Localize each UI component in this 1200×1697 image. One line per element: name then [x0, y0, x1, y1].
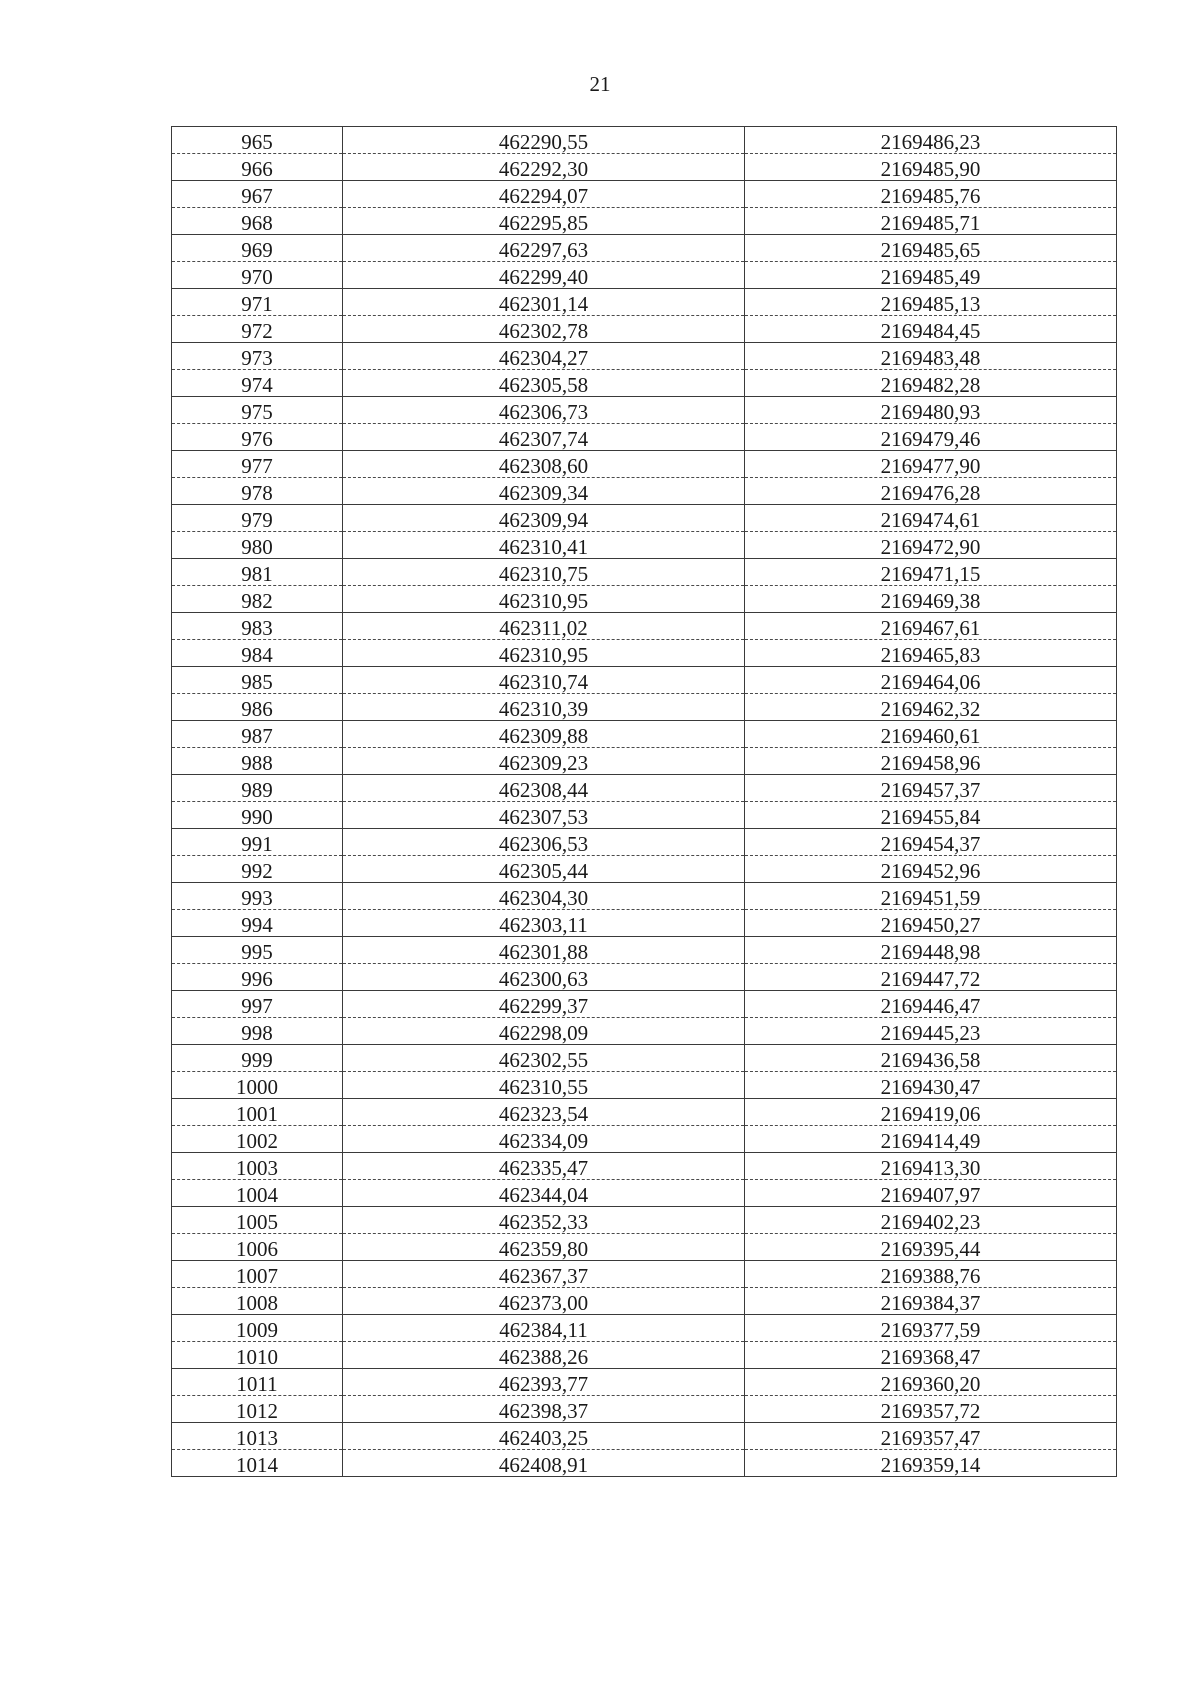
x-coordinate-cell: 462307,53	[343, 802, 745, 829]
x-coordinate-cell: 462303,11	[343, 910, 745, 937]
point-number-cell: 979	[172, 505, 343, 532]
point-number-cell: 974	[172, 370, 343, 397]
y-coordinate-cell: 2169482,28	[745, 370, 1117, 397]
table-row	[172, 1423, 1117, 1450]
table-row	[172, 694, 1117, 721]
point-number-cell: 971	[172, 289, 343, 316]
y-coordinate-cell: 2169474,61	[745, 505, 1117, 532]
table-row	[172, 343, 1117, 370]
table-row	[172, 910, 1117, 937]
point-number-cell: 998	[172, 1018, 343, 1045]
table-row	[172, 1126, 1117, 1153]
y-coordinate-cell: 2169479,46	[745, 424, 1117, 451]
point-number-cell: 988	[172, 748, 343, 775]
y-coordinate-cell: 2169450,27	[745, 910, 1117, 937]
x-coordinate-cell: 462302,55	[343, 1045, 745, 1072]
point-number-cell: 968	[172, 208, 343, 235]
table-row	[172, 154, 1117, 181]
table-row	[172, 613, 1117, 640]
table-row	[172, 1207, 1117, 1234]
table-row	[172, 478, 1117, 505]
x-coordinate-cell: 462310,55	[343, 1072, 745, 1099]
y-coordinate-cell: 2169462,32	[745, 694, 1117, 721]
x-coordinate-cell: 462306,73	[343, 397, 745, 424]
point-number-cell: 967	[172, 181, 343, 208]
point-number-cell: 983	[172, 613, 343, 640]
x-coordinate-cell: 462408,91	[343, 1450, 745, 1477]
point-number-cell: 981	[172, 559, 343, 586]
x-coordinate-cell: 462308,44	[343, 775, 745, 802]
table-row	[172, 532, 1117, 559]
y-coordinate-cell: 2169476,28	[745, 478, 1117, 505]
y-coordinate-cell: 2169414,49	[745, 1126, 1117, 1153]
point-number-cell: 980	[172, 532, 343, 559]
point-number-cell: 987	[172, 721, 343, 748]
table-row	[172, 883, 1117, 910]
point-number-cell: 1002	[172, 1126, 343, 1153]
y-coordinate-cell: 2169357,72	[745, 1396, 1117, 1423]
y-coordinate-cell: 2169359,14	[745, 1450, 1117, 1477]
y-coordinate-cell: 2169472,90	[745, 532, 1117, 559]
point-number-cell: 996	[172, 964, 343, 991]
y-coordinate-cell: 2169467,61	[745, 613, 1117, 640]
x-coordinate-cell: 462310,95	[343, 586, 745, 613]
x-coordinate-cell: 462310,41	[343, 532, 745, 559]
point-number-cell: 995	[172, 937, 343, 964]
y-coordinate-cell: 2169485,76	[745, 181, 1117, 208]
table-row	[172, 1099, 1117, 1126]
x-coordinate-cell: 462367,37	[343, 1261, 745, 1288]
point-number-cell: 986	[172, 694, 343, 721]
x-coordinate-cell: 462310,95	[343, 640, 745, 667]
y-coordinate-cell: 2169471,15	[745, 559, 1117, 586]
table-row	[172, 1342, 1117, 1369]
y-coordinate-cell: 2169469,38	[745, 586, 1117, 613]
table-row	[172, 1369, 1117, 1396]
table-row	[172, 829, 1117, 856]
y-coordinate-cell: 2169457,37	[745, 775, 1117, 802]
y-coordinate-cell: 2169377,59	[745, 1315, 1117, 1342]
x-coordinate-cell: 462309,88	[343, 721, 745, 748]
table-row	[172, 1180, 1117, 1207]
x-coordinate-cell: 462294,07	[343, 181, 745, 208]
point-number-cell: 985	[172, 667, 343, 694]
point-number-cell: 975	[172, 397, 343, 424]
table-row	[172, 370, 1117, 397]
table-row	[172, 289, 1117, 316]
y-coordinate-cell: 2169360,20	[745, 1369, 1117, 1396]
y-coordinate-cell: 2169465,83	[745, 640, 1117, 667]
x-coordinate-cell: 462297,63	[343, 235, 745, 262]
table-row	[172, 397, 1117, 424]
y-coordinate-cell: 2169357,47	[745, 1423, 1117, 1450]
y-coordinate-cell: 2169413,30	[745, 1153, 1117, 1180]
point-number-cell: 992	[172, 856, 343, 883]
x-coordinate-cell: 462301,14	[343, 289, 745, 316]
table-row	[172, 181, 1117, 208]
table-row	[172, 586, 1117, 613]
x-coordinate-cell: 462295,85	[343, 208, 745, 235]
y-coordinate-cell: 2169477,90	[745, 451, 1117, 478]
x-coordinate-cell: 462310,75	[343, 559, 745, 586]
y-coordinate-cell: 2169436,58	[745, 1045, 1117, 1072]
table-row	[172, 559, 1117, 586]
table-row	[172, 1450, 1117, 1477]
y-coordinate-cell: 2169368,47	[745, 1342, 1117, 1369]
x-coordinate-cell: 462307,74	[343, 424, 745, 451]
table-row	[172, 1315, 1117, 1342]
x-coordinate-cell: 462310,74	[343, 667, 745, 694]
y-coordinate-cell: 2169407,97	[745, 1180, 1117, 1207]
x-coordinate-cell: 462309,94	[343, 505, 745, 532]
table-row	[172, 1288, 1117, 1315]
y-coordinate-cell: 2169480,93	[745, 397, 1117, 424]
x-coordinate-cell: 462308,60	[343, 451, 745, 478]
x-coordinate-cell: 462304,27	[343, 343, 745, 370]
x-coordinate-cell: 462299,37	[343, 991, 745, 1018]
x-coordinate-cell: 462403,25	[343, 1423, 745, 1450]
point-number-cell: 969	[172, 235, 343, 262]
table-row	[172, 316, 1117, 343]
page-number: 21	[589, 72, 611, 96]
table-row	[172, 1396, 1117, 1423]
y-coordinate-cell: 2169484,45	[745, 316, 1117, 343]
y-coordinate-cell: 2169446,47	[745, 991, 1117, 1018]
table-row	[172, 721, 1117, 748]
point-number-cell: 978	[172, 478, 343, 505]
y-coordinate-cell: 2169464,06	[745, 667, 1117, 694]
point-number-cell: 1013	[172, 1423, 343, 1450]
x-coordinate-cell: 462373,00	[343, 1288, 745, 1315]
table-row	[172, 424, 1117, 451]
table-row	[172, 451, 1117, 478]
y-coordinate-cell: 2169455,84	[745, 802, 1117, 829]
x-coordinate-cell: 462310,39	[343, 694, 745, 721]
x-coordinate-cell: 462335,47	[343, 1153, 745, 1180]
x-coordinate-cell: 462309,23	[343, 748, 745, 775]
point-number-cell: 1000	[172, 1072, 343, 1099]
x-coordinate-cell: 462305,58	[343, 370, 745, 397]
point-number-cell: 1003	[172, 1153, 343, 1180]
point-number-cell: 1014	[172, 1450, 343, 1477]
x-coordinate-cell: 462299,40	[343, 262, 745, 289]
y-coordinate-cell: 2169384,37	[745, 1288, 1117, 1315]
table-row	[172, 991, 1117, 1018]
x-coordinate-cell: 462290,55	[343, 127, 745, 154]
point-number-cell: 1007	[172, 1261, 343, 1288]
coordinates-table-body	[172, 127, 1117, 1477]
y-coordinate-cell: 2169430,47	[745, 1072, 1117, 1099]
point-number-cell: 1010	[172, 1342, 343, 1369]
y-coordinate-cell: 2169485,49	[745, 262, 1117, 289]
point-number-cell: 982	[172, 586, 343, 613]
table-row	[172, 1153, 1117, 1180]
y-coordinate-cell: 2169445,23	[745, 1018, 1117, 1045]
x-coordinate-cell: 462292,30	[343, 154, 745, 181]
y-coordinate-cell: 2169486,23	[745, 127, 1117, 154]
x-coordinate-cell: 462311,02	[343, 613, 745, 640]
table-row	[172, 1018, 1117, 1045]
table-row	[172, 1072, 1117, 1099]
y-coordinate-cell: 2169451,59	[745, 883, 1117, 910]
y-coordinate-cell: 2169419,06	[745, 1099, 1117, 1126]
coordinates-table	[171, 126, 1117, 1477]
point-number-cell: 970	[172, 262, 343, 289]
y-coordinate-cell: 2169458,96	[745, 748, 1117, 775]
x-coordinate-cell: 462359,80	[343, 1234, 745, 1261]
x-coordinate-cell: 462388,26	[343, 1342, 745, 1369]
point-number-cell: 1001	[172, 1099, 343, 1126]
y-coordinate-cell: 2169485,13	[745, 289, 1117, 316]
y-coordinate-cell: 2169388,76	[745, 1261, 1117, 1288]
point-number-cell: 1011	[172, 1369, 343, 1396]
point-number-cell: 1006	[172, 1234, 343, 1261]
y-coordinate-cell: 2169452,96	[745, 856, 1117, 883]
x-coordinate-cell: 462304,30	[343, 883, 745, 910]
point-number-cell: 966	[172, 154, 343, 181]
table-row	[172, 1261, 1117, 1288]
point-number-cell: 965	[172, 127, 343, 154]
table-row	[172, 235, 1117, 262]
table-row	[172, 667, 1117, 694]
point-number-cell: 976	[172, 424, 343, 451]
point-number-cell: 1009	[172, 1315, 343, 1342]
table-row	[172, 1234, 1117, 1261]
point-number-cell: 999	[172, 1045, 343, 1072]
table-row	[172, 640, 1117, 667]
point-number-cell: 977	[172, 451, 343, 478]
x-coordinate-cell: 462334,09	[343, 1126, 745, 1153]
table-row	[172, 856, 1117, 883]
x-coordinate-cell: 462302,78	[343, 316, 745, 343]
y-coordinate-cell: 2169485,65	[745, 235, 1117, 262]
x-coordinate-cell: 462384,11	[343, 1315, 745, 1342]
table-row	[172, 775, 1117, 802]
point-number-cell: 991	[172, 829, 343, 856]
y-coordinate-cell: 2169448,98	[745, 937, 1117, 964]
x-coordinate-cell: 462301,88	[343, 937, 745, 964]
x-coordinate-cell: 462298,09	[343, 1018, 745, 1045]
x-coordinate-cell: 462352,33	[343, 1207, 745, 1234]
y-coordinate-cell: 2169485,90	[745, 154, 1117, 181]
y-coordinate-cell: 2169395,44	[745, 1234, 1117, 1261]
x-coordinate-cell: 462300,63	[343, 964, 745, 991]
point-number-cell: 994	[172, 910, 343, 937]
x-coordinate-cell: 462398,37	[343, 1396, 745, 1423]
y-coordinate-cell: 2169485,71	[745, 208, 1117, 235]
point-number-cell: 984	[172, 640, 343, 667]
y-coordinate-cell: 2169447,72	[745, 964, 1117, 991]
point-number-cell: 973	[172, 343, 343, 370]
table-row	[172, 937, 1117, 964]
point-number-cell: 997	[172, 991, 343, 1018]
y-coordinate-cell: 2169402,23	[745, 1207, 1117, 1234]
table-row	[172, 127, 1117, 154]
x-coordinate-cell: 462344,04	[343, 1180, 745, 1207]
y-coordinate-cell: 2169454,37	[745, 829, 1117, 856]
x-coordinate-cell: 462305,44	[343, 856, 745, 883]
table-row	[172, 1045, 1117, 1072]
table-row	[172, 505, 1117, 532]
x-coordinate-cell: 462393,77	[343, 1369, 745, 1396]
table-row	[172, 208, 1117, 235]
point-number-cell: 1005	[172, 1207, 343, 1234]
point-number-cell: 1004	[172, 1180, 343, 1207]
x-coordinate-cell: 462309,34	[343, 478, 745, 505]
table-row	[172, 748, 1117, 775]
point-number-cell: 1012	[172, 1396, 343, 1423]
point-number-cell: 972	[172, 316, 343, 343]
x-coordinate-cell: 462306,53	[343, 829, 745, 856]
point-number-cell: 990	[172, 802, 343, 829]
point-number-cell: 993	[172, 883, 343, 910]
point-number-cell: 989	[172, 775, 343, 802]
table-row	[172, 964, 1117, 991]
y-coordinate-cell: 2169483,48	[745, 343, 1117, 370]
y-coordinate-cell: 2169460,61	[745, 721, 1117, 748]
x-coordinate-cell: 462323,54	[343, 1099, 745, 1126]
point-number-cell: 1008	[172, 1288, 343, 1315]
table-row	[172, 802, 1117, 829]
table-row	[172, 262, 1117, 289]
